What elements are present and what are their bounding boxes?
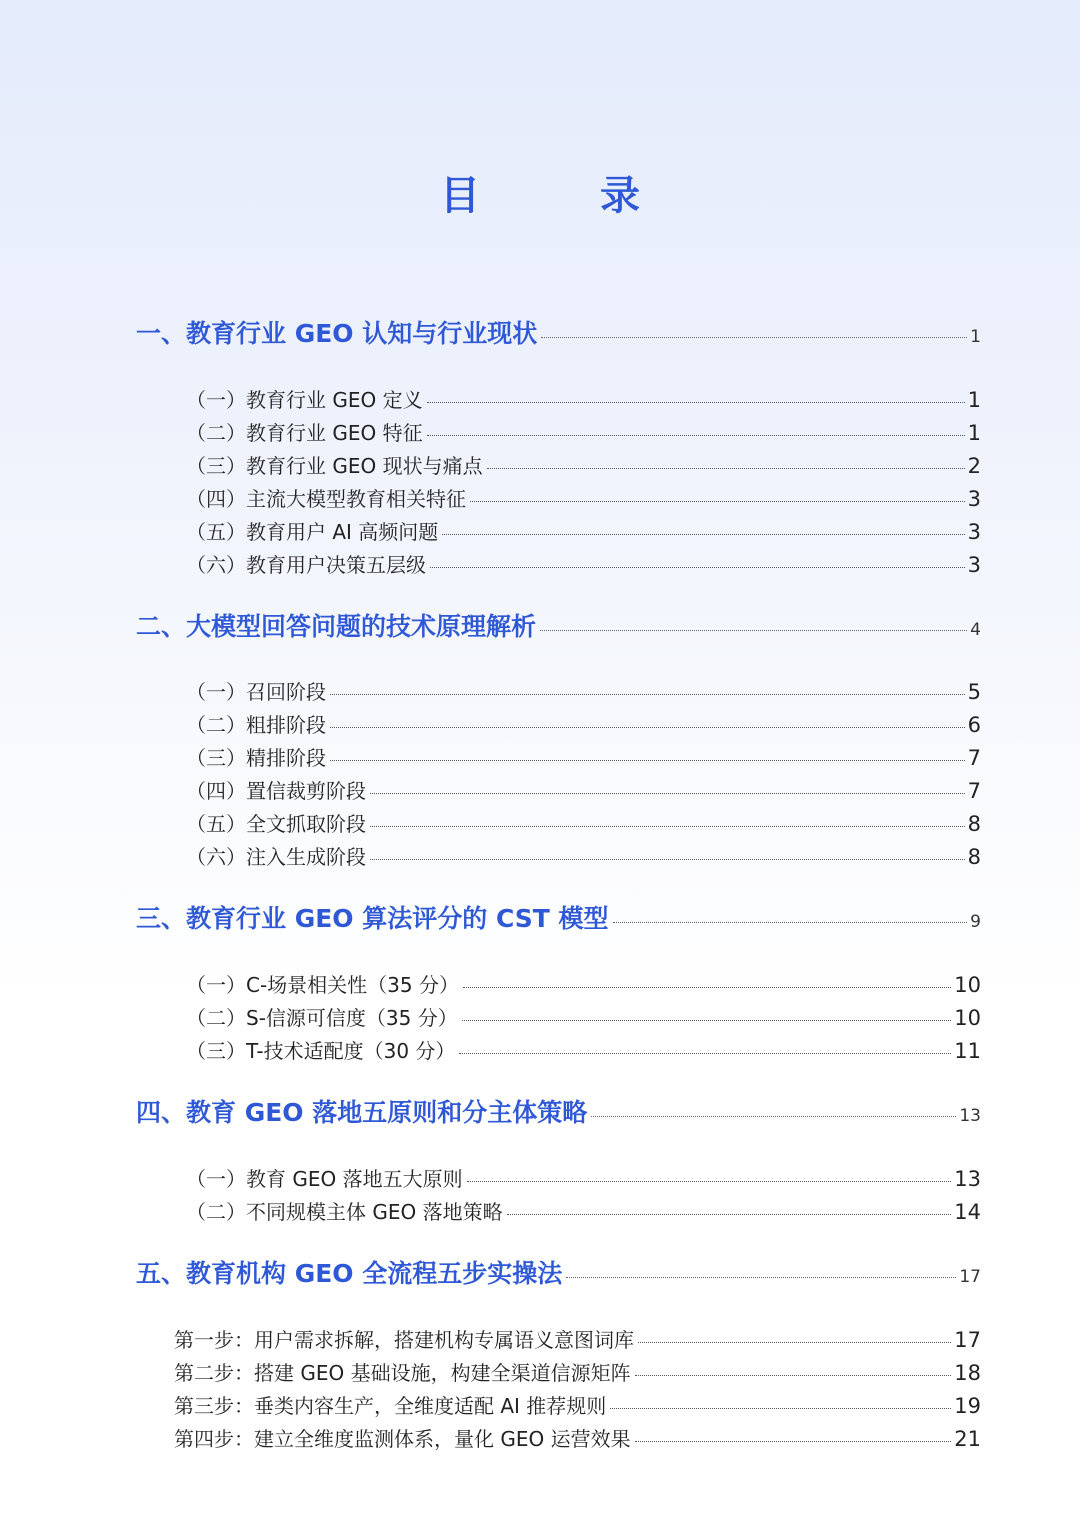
page-number: 9 [970,912,981,932]
toc-section-5[interactable] [136,1254,981,1294]
toc-section-3[interactable] [136,899,981,939]
page-number: 13 [959,1106,981,1126]
dot-leader [427,435,965,436]
item-title: （四）主流大模型教育相关特征 [186,487,466,511]
dot-leader [487,468,965,469]
dot-leader [541,337,967,338]
page-number: 8 [967,812,981,836]
toc-section-4[interactable] [136,1093,981,1133]
dot-leader [442,534,964,535]
toc-item[interactable] [186,676,981,706]
dot-leader [370,793,965,794]
toc-step[interactable] [174,1390,981,1420]
item-title: （二）不同规模主体 GEO 落地策略 [186,1200,503,1224]
item-title: （六）教育用户决策五层级 [186,553,426,577]
item-title: （一）教育行业 GEO 定义 [186,388,423,412]
item-title: （一）教育 GEO 落地五大原则 [186,1167,463,1191]
item-title: 第四步：建立全维度监测体系，量化 GEO 运营效果 [174,1427,631,1451]
page-number: 6 [967,713,981,737]
item-title: （二）S-信源可信度（35 分） [186,1006,458,1030]
dot-leader [330,727,965,728]
item-title: （二）粗排阶段 [186,713,326,737]
dot-leader [613,922,968,923]
page-number: 19 [954,1394,981,1418]
dot-leader [540,630,967,631]
item-title: 第二步：搭建 GEO 基础设施，构建全渠道信源矩阵 [174,1361,631,1385]
page-number: 11 [954,1039,981,1063]
toc-item[interactable] [186,841,981,871]
toc-item[interactable] [186,450,981,480]
dot-leader [470,501,965,502]
page-number: 10 [954,973,981,997]
item-title: （三）精排阶段 [186,746,326,770]
toc-section-2[interactable] [136,607,981,647]
page-number: 1 [967,388,981,412]
toc-item[interactable] [186,549,981,579]
item-title: （四）置信裁剪阶段 [186,779,366,803]
item-title: 第三步：垂类内容生产，全维度适配 AI 推荐规则 [174,1394,607,1418]
toc-item[interactable] [186,775,981,805]
page-number: 10 [954,1006,981,1030]
toc-item[interactable] [186,417,981,447]
item-title: （三）T-技术适配度（30 分） [186,1039,456,1063]
page-number: 8 [967,845,981,869]
dot-leader [330,760,965,761]
dot-leader [635,1441,952,1442]
page-number: 17 [954,1328,981,1352]
toc-item[interactable] [186,1035,981,1065]
page-number: 18 [954,1361,981,1385]
dot-leader [591,1116,956,1117]
page-title: 目 录 [440,173,680,219]
dot-leader [330,694,965,695]
page-number: 1 [967,421,981,445]
toc-item[interactable] [186,709,981,739]
item-title: （六）注入生成阶段 [186,845,366,869]
page-number: 13 [954,1167,981,1191]
page-number: 7 [967,779,981,803]
toc-step[interactable] [174,1324,981,1354]
dot-leader [430,567,965,568]
section-title: 四、教育 GEO 落地五原则和分主体策略 [136,1098,588,1127]
toc-item[interactable] [186,808,981,838]
item-title: （一）C-场景相关性（35 分） [186,973,459,997]
dot-leader [610,1408,951,1409]
page-number: 3 [967,553,981,577]
dot-leader [463,987,951,988]
toc-step[interactable] [174,1423,981,1453]
item-title: （三）教育行业 GEO 现状与痛点 [186,454,483,478]
dot-leader [459,1053,951,1054]
toc-item[interactable] [186,969,981,999]
toc-item[interactable] [186,516,981,546]
toc-section-1[interactable] [136,314,981,354]
toc-item[interactable] [186,483,981,513]
toc-item[interactable] [186,1002,981,1032]
item-title: （五）教育用户 AI 高频问题 [186,520,439,544]
page-number: 2 [967,454,981,478]
toc-step[interactable] [174,1357,981,1387]
dot-leader [370,859,965,860]
page-number: 14 [954,1200,981,1224]
page-number: 3 [967,487,981,511]
dot-leader [427,402,965,403]
page-number: 5 [967,680,981,704]
dot-leader [566,1277,956,1278]
dot-leader [635,1375,952,1376]
page-number: 21 [954,1427,981,1451]
toc-item[interactable] [186,742,981,772]
dot-leader [462,1020,952,1021]
page-number: 17 [959,1267,981,1287]
toc-item[interactable] [186,384,981,414]
page-number: 1 [970,327,981,347]
dot-leader [638,1342,951,1343]
section-title: 五、教育机构 GEO 全流程五步实操法 [136,1259,563,1288]
dot-leader [370,826,965,827]
section-title: 三、教育行业 GEO 算法评分的 CST 模型 [136,904,609,933]
item-title: （一）召回阶段 [186,680,326,704]
toc-item[interactable] [186,1163,981,1193]
section-title: 一、教育行业 GEO 认知与行业现状 [136,319,538,348]
item-title: （五）全文抓取阶段 [186,812,366,836]
toc-item[interactable] [186,1196,981,1226]
page-number: 4 [970,620,981,640]
section-title: 二、大模型回答问题的技术原理解析 [136,612,537,641]
dot-leader [507,1214,952,1215]
dot-leader [467,1181,952,1182]
page-number: 7 [967,746,981,770]
item-title: 第一步：用户需求拆解，搭建机构专属语义意图词库 [174,1328,634,1352]
item-title: （二）教育行业 GEO 特征 [186,421,423,445]
page-number: 3 [967,520,981,544]
